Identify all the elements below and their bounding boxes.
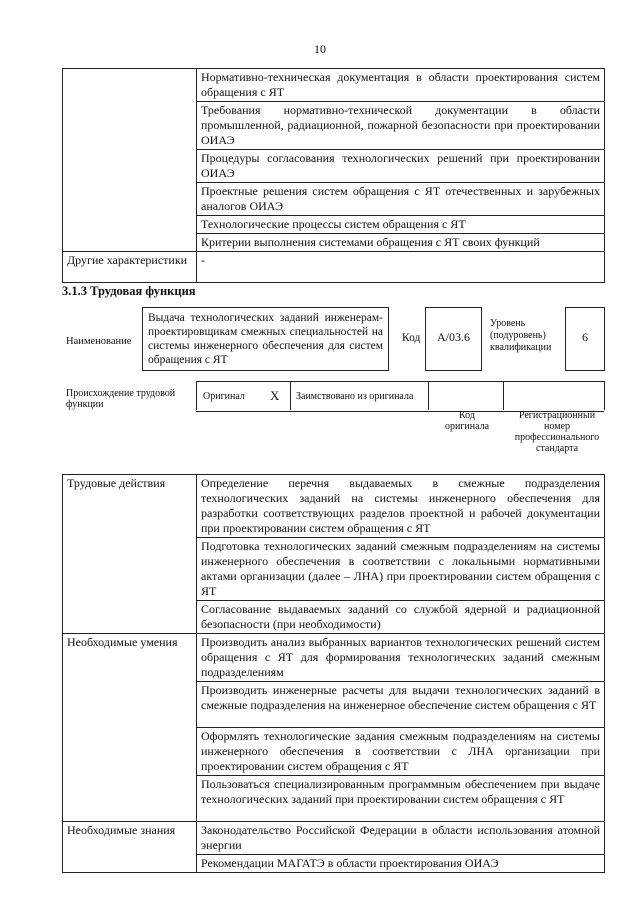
origin-divider-3: [428, 381, 429, 410]
knowledge-item: Законодательство Российской Федерации в области использования атомной энергии: [197, 822, 605, 855]
other-characteristics-label: Другие характеристики: [63, 252, 197, 283]
function-code-box: A/03.6: [425, 307, 482, 371]
skill-item: Производить анализ выбранных вариантов технологических решений систем обращения с ЯТ для формирования технологических заданий смежным подразделениям: [197, 634, 605, 682]
labor-action-item: Подготовка технологических заданий смежным подразделениям на системы инженерного обеспечения в соответствии с локальными нормативными актами организации (далее – ЛНА) при проектировании систем обращения с ЯТ: [197, 538, 605, 601]
origin-label: Происхождение трудовой функции: [66, 388, 176, 410]
knowledge-item: Процедуры согласования технологических решений при проектировании ОИАЭ: [197, 150, 605, 183]
skill-item: Производить инженерные расчеты для выдачи технологических заданий в смежные подразделения на инженерное обеспечение систем обращения с ЯТ: [197, 682, 605, 728]
function-name-box: Выдача технологических заданий инженерам-проектировщикам смежных специальностей на системы инженерного обеспечения для систем обращения с ЯТ: [142, 307, 389, 371]
code-original-caption: Код оригинала: [444, 410, 490, 432]
empty-label-cell: [63, 69, 197, 252]
knowledge-item: Требования нормативно-технической документации в области промышленной, радиационной, пожарной безопасности при проектировании ОИАЭ: [197, 102, 605, 150]
original-mark: X: [270, 388, 280, 403]
labor-actions-label: Трудовые действия: [63, 475, 197, 634]
page-number: 10: [314, 42, 326, 56]
knowledge-continuation-table: [62, 68, 605, 283]
origin-divider-2: [290, 381, 291, 410]
knowledge-item: Рекомендации МАГАТЭ в области проектирования ОИАЭ: [197, 855, 605, 873]
qualification-level-box: 6: [565, 307, 605, 371]
origin-divider-4: [503, 381, 504, 410]
name-label: Наименование: [66, 336, 132, 347]
skills-label: Необходимые умения: [63, 634, 197, 822]
knowledge-label: Необходимые знания: [63, 822, 197, 873]
registration-number-caption: Регистрационный номер профессионального стандарта: [514, 410, 600, 454]
labor-action-item: Согласование выдаваемых заданий со службой ядерной и радиационной безопасности (при необходимости): [197, 601, 605, 634]
knowledge-item: Технологические процессы систем обращения с ЯТ: [197, 216, 605, 234]
origin-divider-5: [604, 381, 605, 410]
labor-action-item: Определение перечня выдаваемых в смежные подразделения технологических заданий на системы инженерного обеспечения для разработки соответствующих разделов проектной и рабочей документации при проектировании систем обращения с ЯТ: [197, 475, 605, 538]
origin-divider-1: [196, 381, 197, 410]
original-label: Оригинал: [203, 391, 245, 402]
code-label: Код: [402, 332, 421, 344]
skill-item: Пользоваться специализированным программным обеспечением при выдаче технологических заданий при проектировании систем обращения с ЯТ: [197, 776, 605, 822]
labor-function-table: [62, 474, 605, 873]
section-heading: 3.1.3 Трудовая функция: [62, 284, 196, 298]
borrowed-label: Заимствовано из оригинала: [296, 391, 414, 402]
knowledge-item: Проектные решения систем обращения с ЯТ отечественных и зарубежных аналогов ОИАЭ: [197, 183, 605, 216]
qualification-level-label: Уровень (подуровень) квалификации: [490, 318, 552, 353]
knowledge-item: Нормативно-техническая документация в области проектирования систем обращения с ЯТ: [197, 69, 605, 102]
knowledge-item: Критерии выполнения системами обращения с ЯТ своих функций: [197, 234, 605, 252]
skill-item: Оформлять технологические задания смежным подразделениям на системы инженерного обеспечения в соответствии с ЛНА организации при проектировании систем обращения с ЯТ: [197, 728, 605, 776]
other-characteristics-value: -: [197, 252, 605, 283]
